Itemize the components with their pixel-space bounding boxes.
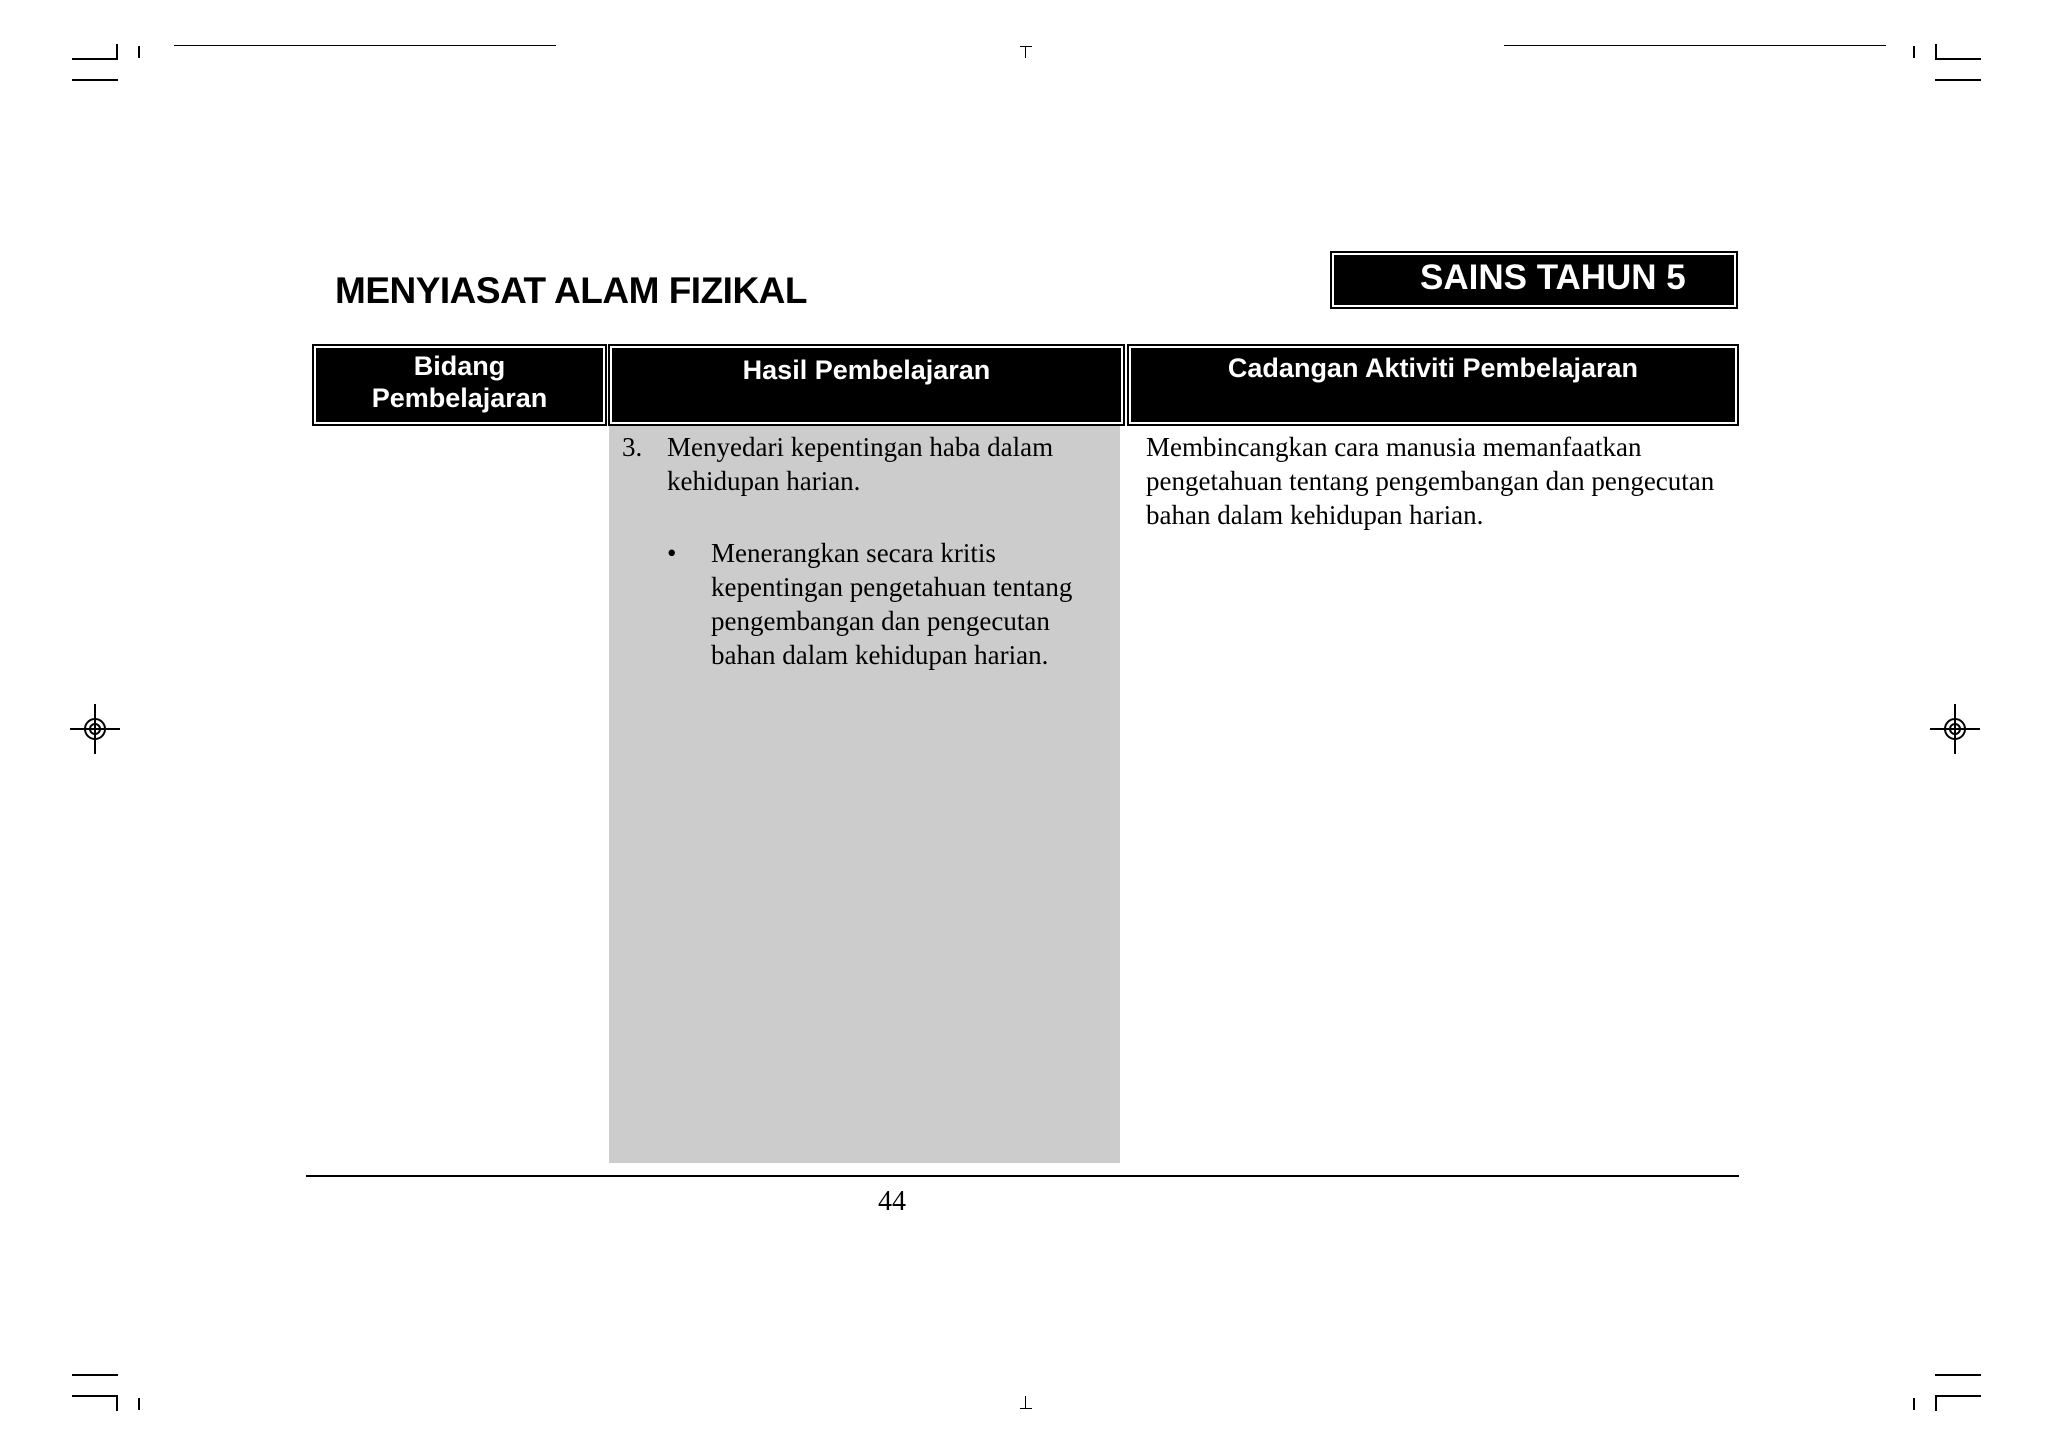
column-header-bidang-line2: Pembelajaran xyxy=(371,383,548,413)
column-header-bidang xyxy=(312,344,607,426)
outcome-bullet-line: bahan dalam kehidupan harian. xyxy=(711,640,1049,670)
outcome-bullet-line: kepentingan pengetahuan tentang xyxy=(711,572,1073,602)
column-header-hasil xyxy=(608,344,1125,426)
outcome-text-line: kehidupan harian. xyxy=(667,466,861,496)
registration-mark-left-icon xyxy=(70,704,120,754)
column-header-hasil-label: Hasil Pembelajaran xyxy=(742,355,991,385)
outcome-bullet-line: Menerangkan secara kritis xyxy=(711,538,996,568)
subject-badge-label: SAINS TAHUN 5 xyxy=(1420,258,1686,297)
outcome-bullet-icon: • xyxy=(667,538,677,568)
page-number: 44 xyxy=(878,1186,906,1217)
activity-line: pengetahuan tentang pengembangan dan pengecutan xyxy=(1146,466,1715,496)
outcome-text-line: Menyedari kepentingan haba dalam xyxy=(667,432,1054,462)
column-header-bidang-line1: Bidang xyxy=(413,351,506,381)
activity-line: bahan dalam kehidupan harian. xyxy=(1146,500,1484,530)
outcome-bullet-line: pengembangan dan pengecutan xyxy=(711,606,1050,636)
subject-badge xyxy=(1330,251,1738,309)
activity-text xyxy=(1146,430,1746,532)
registration-mark-right-icon xyxy=(1930,704,1980,754)
footer-rule xyxy=(306,1175,1739,1177)
activity-line: Membincangkan cara manusia memanfaatkan xyxy=(1146,432,1642,462)
outcome-number: 3. xyxy=(622,432,643,462)
outcome-bullet-text xyxy=(711,536,1111,672)
column-header-cadangan xyxy=(1127,344,1739,426)
page-title: MENYIASAT ALAM FIZIKAL xyxy=(335,270,808,311)
column-header-cadangan-label: Cadangan Aktiviti Pembelajaran xyxy=(1227,353,1639,383)
outcome-text xyxy=(667,430,1107,498)
